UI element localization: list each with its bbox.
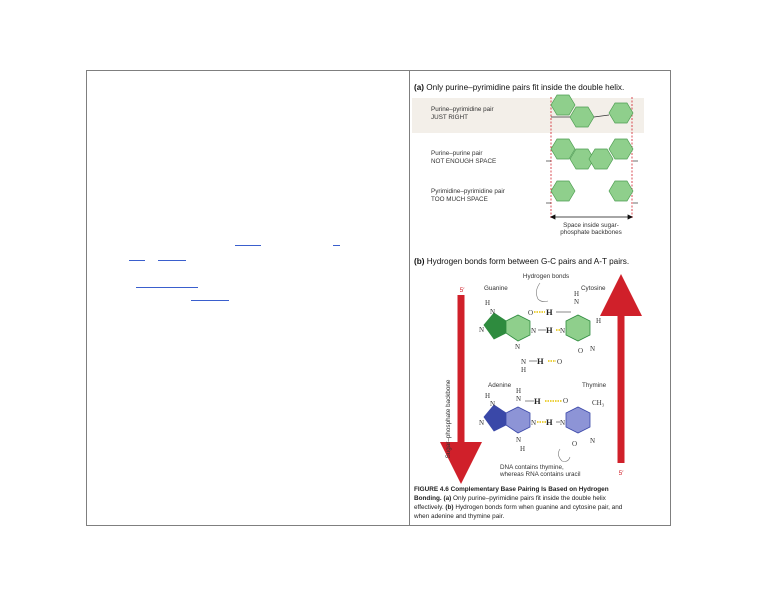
dna-note-2: whereas RNA contains uracil xyxy=(500,471,581,478)
svg-text:H: H xyxy=(534,396,541,406)
svg-text:H: H xyxy=(516,387,522,395)
svg-text:O: O xyxy=(578,347,584,355)
svg-text:CH₃: CH₃ xyxy=(592,399,605,407)
svg-text:O: O xyxy=(563,397,569,405)
left-five-prime: 5′ xyxy=(459,287,465,294)
row-3-label-2: TOO MUCH SPACE xyxy=(431,196,488,203)
row-3-label-1: Pyrimidine–pyrimidine pair xyxy=(431,188,505,195)
backbone-label: Sugar–phosphate backbone xyxy=(445,379,452,459)
svg-text:H: H xyxy=(520,445,526,453)
pointer-hand-icon xyxy=(536,283,548,302)
svg-text:H: H xyxy=(546,417,553,427)
guanine-label: Guanine xyxy=(484,285,508,292)
svg-text:N: N xyxy=(590,345,596,353)
svg-text:N: N xyxy=(531,419,537,427)
panel-b-title: (b) Hydrogen bonds form between G-C pairs and A-T pairs. xyxy=(414,257,630,266)
svg-text:O: O xyxy=(557,358,563,366)
hydrogen-bonds-label: Hydrogen bonds xyxy=(522,273,570,280)
svg-text:N: N xyxy=(490,400,496,408)
row-1-label-1: Purine–pyrimidine pair xyxy=(431,106,494,113)
caption-line-2: Bonding. (a) Only purine–pyrimidine pairs fit inside the double helix xyxy=(414,495,606,502)
svg-text:N: N xyxy=(516,436,522,444)
figure-4-6 xyxy=(410,71,671,525)
row-1-label-2: JUST RIGHT xyxy=(431,114,468,121)
adenine-molecule xyxy=(484,405,530,433)
thymine-label: Thymine xyxy=(582,382,607,389)
right-five-prime: 5′ xyxy=(618,470,624,477)
svg-text:H: H xyxy=(574,290,580,298)
left-three-prime: 3′ xyxy=(459,470,465,477)
svg-text:H: H xyxy=(596,317,602,325)
pair-too-much-space xyxy=(546,181,638,203)
link-fragment[interactable] xyxy=(235,245,261,246)
svg-text:H: H xyxy=(537,356,544,366)
cytosine-label: Cytosine xyxy=(581,285,606,292)
svg-text:N: N xyxy=(574,298,580,306)
svg-text:N: N xyxy=(560,419,566,427)
pointer-hand-icon xyxy=(558,449,570,462)
svg-text:N: N xyxy=(479,419,485,427)
svg-text:H: H xyxy=(546,325,553,335)
caption-line-1: FIGURE 4.6 Complementary Base Pairing Is Based on Hydrogen xyxy=(414,486,609,493)
cytosine-molecule xyxy=(566,315,590,341)
space-bracket xyxy=(551,215,632,219)
link-fragment[interactable] xyxy=(136,287,198,288)
dna-note-1: DNA contains thymine, xyxy=(500,464,564,471)
row-2-label-1: Purine–purine pair xyxy=(431,150,483,157)
link-fragment[interactable] xyxy=(191,300,229,301)
adenine-label: Adenine xyxy=(488,382,512,389)
link-fragment[interactable] xyxy=(129,260,145,261)
svg-text:N: N xyxy=(590,437,596,445)
svg-text:N: N xyxy=(515,343,521,351)
guanine-molecule xyxy=(484,313,530,341)
svg-text:N: N xyxy=(479,326,485,334)
svg-text:N: N xyxy=(516,395,522,403)
caption-line-3: effectively. (b) Hydrogen bonds form when guanine and cytosine pair, and xyxy=(414,504,623,511)
svg-text:N: N xyxy=(560,327,566,335)
slide-frame xyxy=(86,70,671,526)
svg-text:H: H xyxy=(485,392,491,400)
svg-text:H: H xyxy=(521,366,527,374)
svg-text:N: N xyxy=(531,327,537,335)
row-2-label-2: NOT ENOUGH SPACE xyxy=(431,158,497,165)
caption-line-4: when adenine and thymine pair. xyxy=(414,513,505,520)
svg-text:N: N xyxy=(490,308,496,316)
link-fragment[interactable] xyxy=(158,260,186,261)
svg-text:N: N xyxy=(521,358,527,366)
gc-hydrogen-bonds xyxy=(529,307,571,366)
svg-text:O: O xyxy=(528,309,534,317)
svg-text:H: H xyxy=(485,299,491,307)
space-label-2: phosphate backbones xyxy=(560,229,622,236)
right-three-prime: 3′ xyxy=(618,287,624,294)
pair-not-enough-space xyxy=(546,139,638,169)
space-label-1: Space inside sugar- xyxy=(563,222,619,229)
panel-a-title: (a) Only purine–pyrimidine pairs fit inside the double helix. xyxy=(414,83,625,92)
link-fragment[interactable] xyxy=(333,245,340,246)
thymine-molecule xyxy=(566,407,590,433)
svg-text:H: H xyxy=(546,307,553,317)
svg-text:O: O xyxy=(572,440,578,448)
